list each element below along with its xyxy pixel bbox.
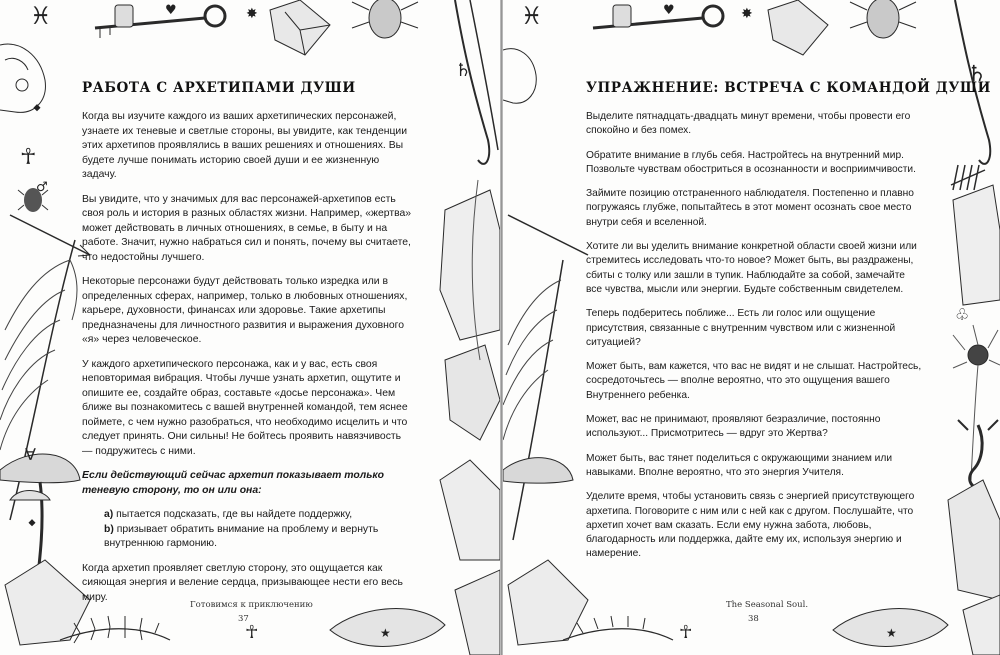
right-page: [503, 0, 1000, 655]
list-text: призывает обратить внимание на проблему и вернуть внутреннюю гармонию.: [104, 523, 379, 549]
left-body-text: [82, 110, 414, 615]
emphasis-paragraph: Если действующий сейчас архетип показывает только теневую сторону, то он или она:: [82, 470, 384, 496]
bone-illustration-icon: [455, 0, 489, 164]
beetle-illustration-icon: [867, 0, 899, 38]
shadow-list: [82, 508, 414, 552]
mars-symbol-icon: ♂: [36, 180, 48, 195]
jar-icon: [613, 5, 631, 27]
skull-illustration-icon: [0, 44, 45, 112]
crystal-bottom-icon: [508, 560, 588, 645]
jar-icon: [115, 5, 133, 27]
list-marker: b): [104, 523, 114, 535]
arrow-illustration-icon: [10, 215, 90, 255]
diamond-icon-2: [28, 519, 35, 526]
right-body-text: [586, 110, 922, 572]
mushroom-illustration-icon: [503, 458, 573, 483]
right-crystal-icon: [440, 190, 500, 340]
paragraph: У каждого архетипического персонажа, как и у вас, есть своя неповторимая вибрация. Чтобы лучше узнать архетип, ощутите и опишите ее, создайте образ, составьте «досье персонажа». Чем ближе вы познакомитесь с вашей внутренней командой, тем яснее поймете, с чем нужно разобраться, что необходимо исцелить и что следует принять. Они сильны! Не бойтесь проявить навязчивость — подружитесь с ними.: [82, 358, 408, 457]
page-number: 38: [748, 614, 759, 624]
crystal-illustration-icon: [270, 0, 330, 55]
scorpion-illustration-icon: [958, 420, 998, 488]
skull-illustration-icon: [503, 49, 536, 103]
paragraph: Хотите ли вы уделить внимание конкретной области своей жизни или стремитесь исследовать что-то новое? Может быть, вы раздражены, сбиты с толку или зашли в тупик. Наблюдайте за собой, замечайте все чувства, мысли или энергии. Будьте собственным свидетелем.: [586, 241, 917, 295]
paragraph: Выделите пятнадцать-двадцать минут времени, чтобы провести его спокойно и без помех.: [586, 111, 911, 137]
right-crystal-icon: [953, 185, 1000, 305]
crystal-illustration-icon: [768, 0, 828, 55]
saturn-symbol-icon: ♄: [967, 62, 987, 87]
page-heading: РАБОТА С АРХЕТИПАМИ ДУШИ: [82, 80, 356, 96]
paragraph: Уделите время, чтобы установить связь с энергией присутствующего архетипа. Поговорите с ним или с ней как с другом. Послушайте, что архетип хочет вам сказать. Если ему нужна забота, любовь, благодарность или поддержка, дайте ему их, используя энергию и намерение.: [586, 491, 915, 560]
diamond-icon: [33, 104, 40, 111]
tally-marks-icon: [951, 165, 985, 190]
paragraph: Может быть, вам кажется, что вас не видят и не слышат. Настройтесь, сосредоточьтесь — вполне вероятно, что это ощущения вашего Внутреннего ребенка.: [586, 361, 922, 401]
paragraph: Некоторые персонажи будут действовать только изредка или в определенных сферах, например, только в любовных отношениях, карьере, духовности, финансах или здоровье. Такие архетипы предназначены для личностного развития и выражения духовного «я» через человеческое.: [82, 276, 408, 345]
club-symbol-icon: ♧: [955, 305, 970, 324]
crystal-bottom-icon: [5, 560, 90, 645]
paragraph: Может, вас не принимают, проявляют безразличие, постоянно используют... Присмотритесь — вдруг это Жертва?: [586, 414, 881, 440]
arrow-illustration-icon: [508, 215, 588, 255]
key-illustration-icon: [593, 18, 703, 28]
running-footer: Готовимся к приключению: [190, 600, 313, 610]
star-icon: ★: [380, 626, 391, 640]
ankh-bottom-icon: ☥: [679, 622, 693, 643]
paragraph: Обратите внимание в глубь себя. Настройтесь на внутренний мир. Позвольте чувствам обостриться в осознанности и восприимчивости.: [586, 149, 916, 175]
list-text: пытается подсказать, где вы найдете поддержку,: [116, 509, 353, 520]
paragraph: Теперь подберитесь поближе... Есть ли голос или ощущение присутствия, связанные с внутренним чувством или с жизненной ситуацией?: [586, 308, 896, 348]
page-number: 37: [238, 614, 249, 624]
paragraph: Когда вы изучите каждого из ваших архетипических персонажей, узнаете их теневые и светлые стороны, вы увидите, как тенденции этих архетипов проявлялись в ваших решениях и отношениях. Вы будете лучше понимать историю своей души и ее жизненную задачу.: [82, 111, 408, 180]
leaf-branch-icon: [563, 629, 673, 640]
flower-illustration-icon: [953, 325, 1000, 480]
spark-icon: ✸: [741, 6, 753, 22]
list-marker: а): [104, 509, 114, 520]
list-item: [104, 523, 414, 552]
saturn-symbol-icon: ♄: [455, 60, 472, 81]
ankh-icon: ☥: [20, 145, 37, 170]
pisces-symbol-icon: ♓: [30, 2, 52, 30]
triangle-symbol-icon: ∀: [25, 445, 36, 464]
paragraph: Может быть, вас тянет поделиться с окружающими знанием или навыками. Вполне вероятно, что это энергия Учителя.: [586, 452, 893, 478]
beetle-illustration-icon: [352, 0, 418, 38]
heart-icon: ♥: [165, 3, 177, 18]
spark-icon: ✸: [246, 6, 258, 22]
paragraph: Когда архетип проявляет светлую сторону, это ощущается как сияющая энергия и веление сердца, призывающее нести его весь миру.: [82, 562, 403, 603]
list-item: [104, 508, 414, 523]
running-footer: The Seasonal Soul.: [726, 600, 809, 610]
paragraph: Займите позицию отстраненного наблюдателя. Постепенно и плавно погружаясь глубже, попытайтесь в этот момент осознать свое место внутри себя и вселенной.: [586, 188, 914, 228]
star-icon: ★: [886, 626, 897, 640]
paragraph: Вы увидите, что у значимых для вас персонажей-архетипов есть своя роль и история в разных областях жизни. Например, «жертва» может действовать в личных отношениях, в семье, в быту и на работе. Значит, нужно набраться сил и понять, почему вы считаете, что недостойны лучшего.: [82, 193, 412, 263]
page-heading: УПРАЖНЕНИЕ: ВСТРЕЧА С КОМАНДОЙ ДУШИ: [586, 80, 991, 96]
ankh-bottom-icon: ☥: [245, 622, 259, 643]
heart-icon: ♥: [663, 3, 675, 18]
pisces-symbol-icon: ♓: [521, 2, 543, 30]
